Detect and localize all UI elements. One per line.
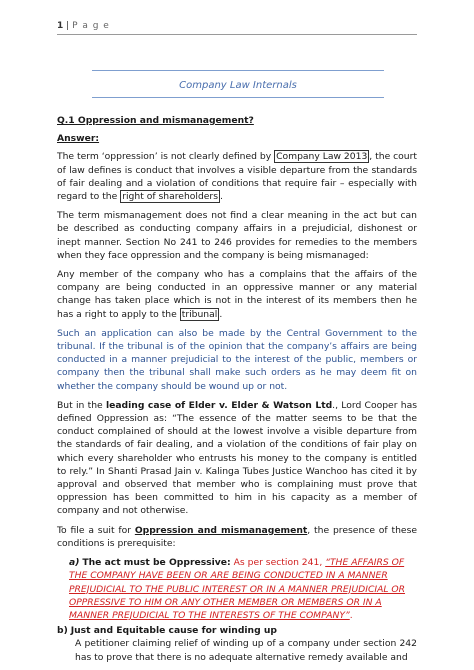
boxed-term-shareholders: right of shareholders xyxy=(122,191,218,203)
item-a-quote: “THE AFFAIRS OF THE COMPANY HAVE BEEN OR ARE BEING CONDUCTED IN A MANNER PREJUDICIAL TO THE PUBLIC INTEREST OR IN A MANNER PREJUDICIAL OR OPPRESSIVE TO HIM OR ANY OTHER MEMBER OR MEMBERS OR IN A MANNER PREJUDICIAL TO THE INTERESTS OF THE COMPANY” xyxy=(69,557,406,621)
document-title: Company Law Internals xyxy=(179,80,297,91)
item-a-heading: The act must be Oppressive xyxy=(82,557,228,569)
p3-text-1: Any member of the company who has a complains that the affairs of the company are being conducted in an oppressive manner or any material change has taken place which is not in the interest of its members then he has a right to apply to the xyxy=(57,269,417,320)
item-a-end: . xyxy=(349,609,353,621)
oppression-term: Oppression and mismanagement xyxy=(134,524,308,536)
document-body xyxy=(57,114,417,666)
paragraph-central-government: Such an application can also be made by the Central Government to the tribunal. If the tribunal is of the opinion that the company’s affairs are being conducted in a manner prejudicial to the interest of the public, members or company then the tribunal shall make such orders as he may deem fit on whether the company should be wound up or not. xyxy=(57,327,417,392)
title-top-rule xyxy=(92,70,384,71)
question-heading: Q.1 Oppression and mismanagement? xyxy=(57,115,254,126)
p5-text-2: ., Lord Cooper has defined Oppression as: “The essence of the matter seems to be that the conduct complained of should at the lowest involve a visible departure from the standards of fair dealing, and a violation of the conditions of fair play on which every shareholder who entrusts his money to the company is entitled to rely.” In Shanti Prasad Jain v. Kalinga Tubes Justice Wanchoo has cited it by approval and observed that member who is complaining must prove that oppression has been committed to him in his capacity as a member of company and not otherwise. xyxy=(57,399,417,517)
boxed-term-company-law: Company Law 2013 xyxy=(276,151,368,163)
item-b-heading: Just and Equitable cause for winding up xyxy=(70,625,277,637)
page-word: P a g e xyxy=(72,21,110,31)
p6-text-1: To file a suit for xyxy=(57,524,135,536)
header-divider xyxy=(57,34,417,35)
paragraph-mismanagement: The term mismanagement does not find a clear meaning in the act but can be described as conducting company affairs in a prejudicial, dishonest or inept manner. Section No 241 to 246 provides for remedies to the members when they face oppression and the company is being mismanaged: xyxy=(57,210,417,261)
p1-text-2: , the court of law defines is conduct that involves a visible departure from the standards of fair dealing and a violation of conditions that require fair – especially with regard to the xyxy=(57,151,418,203)
item-b-label: b) xyxy=(57,625,68,637)
title-bottom-rule xyxy=(92,97,384,98)
item-a-label: a) xyxy=(69,557,80,569)
paragraph-conditions-intro xyxy=(57,524,417,550)
item-b-text: A petitioner claiming relief of winding up of a company under section 242 has to prove that there is no adequate alternative remedy available and xyxy=(75,638,417,663)
paragraph-member-right xyxy=(57,268,417,321)
p1-text-1: The term ‘oppression’ is not clearly defined by xyxy=(57,151,275,163)
answer-label: Answer: xyxy=(57,133,100,145)
page-header xyxy=(57,21,110,31)
boxed-term-tribunal: tribunal xyxy=(181,308,218,320)
item-a-colon: : xyxy=(227,557,231,569)
leading-case-name: leading case of Elder v. Elder & Watson Ltd xyxy=(105,399,333,411)
p1-text-3: . xyxy=(220,191,223,203)
paragraph-leading-case xyxy=(57,399,417,518)
p3-text-2: . xyxy=(219,308,223,320)
p6-text-2: , the presence of these conditions is prerequisite: xyxy=(57,524,418,549)
header-separator: | xyxy=(66,21,70,31)
list-item-a xyxy=(57,556,417,622)
item-a-section: As per section 241, xyxy=(230,557,326,569)
list-item-b xyxy=(57,624,417,664)
page-number: 1 xyxy=(57,21,64,31)
p5-text-1: But in the xyxy=(57,399,106,411)
paragraph-oppression-definition xyxy=(57,150,417,203)
